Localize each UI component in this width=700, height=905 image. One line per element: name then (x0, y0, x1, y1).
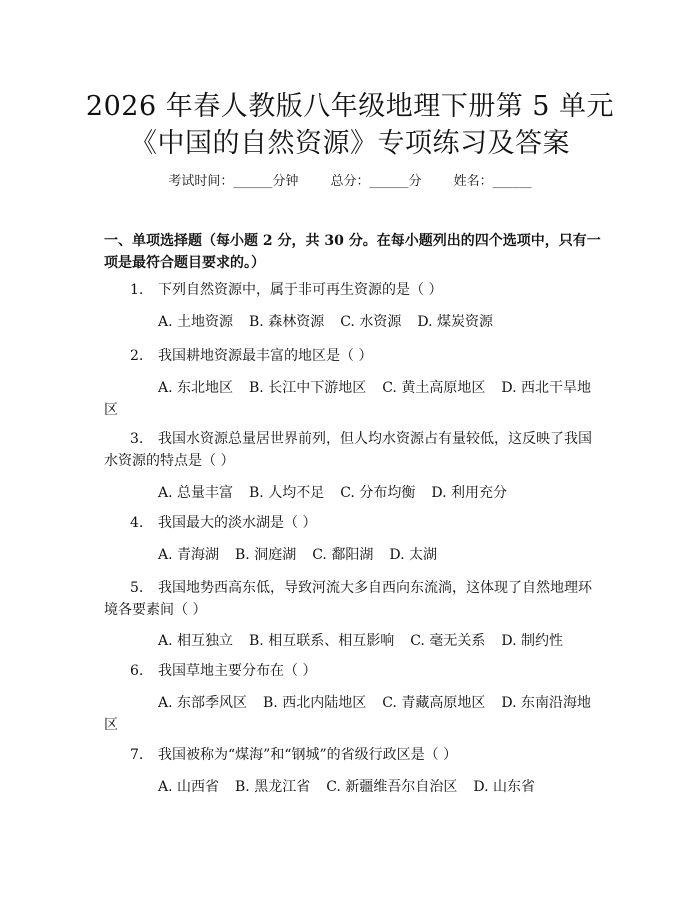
option-a: A. 总量丰富 (158, 485, 234, 501)
question-2-options (104, 377, 604, 421)
option-d: D. 煤炭资源 (417, 314, 493, 330)
question-6-options (104, 692, 604, 736)
option-c: C. 青藏高原地区 (382, 695, 486, 711)
question-1 (104, 279, 604, 301)
exam-meta (0, 170, 700, 189)
question-4-options (104, 544, 604, 566)
title-line-1: 2026 年春人教版八年级地理下册第 5 单元 (85, 91, 615, 122)
question-1-options (104, 311, 604, 333)
option-b: B. 西北内陆地区 (263, 695, 367, 711)
option-a: A. 山西省 (158, 779, 220, 795)
option-c: C. 水资源 (340, 314, 402, 330)
option-c: C. 分布均衡 (340, 485, 416, 501)
option-b: B. 人均不足 (249, 485, 325, 501)
option-c: C. 毫无关系 (410, 633, 486, 649)
question-text: 我国草地主要分布在（ ） (158, 663, 317, 679)
option-d: D. 山东省 (473, 779, 535, 795)
question-number: 4. (130, 515, 144, 531)
option-d: D. 西北干旱地区 (104, 380, 591, 418)
title-line-2: 《中国的自然资源》专项练习及答案 (130, 128, 570, 159)
question-5-options (104, 630, 604, 652)
question-2 (104, 345, 604, 367)
question-5 (104, 577, 604, 621)
option-b: B. 洞庭湖 (235, 547, 297, 563)
question-number: 3. (130, 431, 144, 447)
option-a: A. 土地资源 (158, 314, 234, 330)
option-c: C. 黄土高原地区 (382, 380, 486, 396)
option-c: C. 鄱阳湖 (312, 547, 374, 563)
question-number: 1. (130, 282, 144, 298)
question-number: 6. (130, 663, 144, 679)
option-a: A. 东北地区 (158, 380, 234, 396)
question-7-options (104, 776, 604, 798)
exam-time-field: 考试时间：______分钟 (168, 174, 299, 189)
option-b: B. 相互联系、相互影响 (249, 633, 395, 649)
question-6 (104, 660, 604, 682)
question-text: 我国水资源总量居世界前列，但人均水资源占有量较低，这反映了我国水资源的特点是（ ） (104, 431, 592, 469)
option-d: D. 制约性 (501, 633, 563, 649)
option-a: A. 青海湖 (158, 547, 220, 563)
question-text: 我国地势西高东低，导致河流大多自西向东流淌，这体现了自然地理环境各要素间（ ） (104, 580, 592, 618)
total-score-field: 总分：______分 (330, 174, 422, 189)
option-c: C. 新疆维吾尔自治区 (326, 779, 458, 795)
option-d: D. 东南沿海地区 (104, 695, 591, 733)
option-b: B. 长江中下游地区 (249, 380, 367, 396)
question-4 (104, 512, 604, 534)
question-text: 我国最大的淡水湖是（ ） (158, 515, 317, 531)
question-number: 2. (130, 348, 144, 364)
question-7 (104, 744, 604, 766)
section-heading: 一、单项选择题（每小题 2 分，共 30 分。在每小题列出的四个选项中，只有一项是最符合题目要求的。） (104, 233, 601, 271)
student-name-field: 姓名：______ (453, 174, 532, 189)
option-a: A. 东部季风区 (158, 695, 248, 711)
option-d: D. 利用充分 (431, 485, 507, 501)
question-text: 我国被称为“煤海”和“钢城”的省级行政区是（ ） (158, 747, 458, 763)
option-b: B. 黑龙江省 (235, 779, 311, 795)
option-a: A. 相互独立 (158, 633, 234, 649)
question-text: 我国耕地资源最丰富的地区是（ ） (158, 348, 373, 364)
question-3 (104, 428, 604, 472)
option-b: B. 森林资源 (249, 314, 325, 330)
question-3-options (104, 482, 604, 504)
question-text: 下列自然资源中，属于非可再生资源的是（ ） (158, 282, 443, 298)
question-number: 5. (130, 580, 144, 596)
question-number: 7. (130, 747, 144, 763)
option-d: D. 太湖 (389, 547, 437, 563)
